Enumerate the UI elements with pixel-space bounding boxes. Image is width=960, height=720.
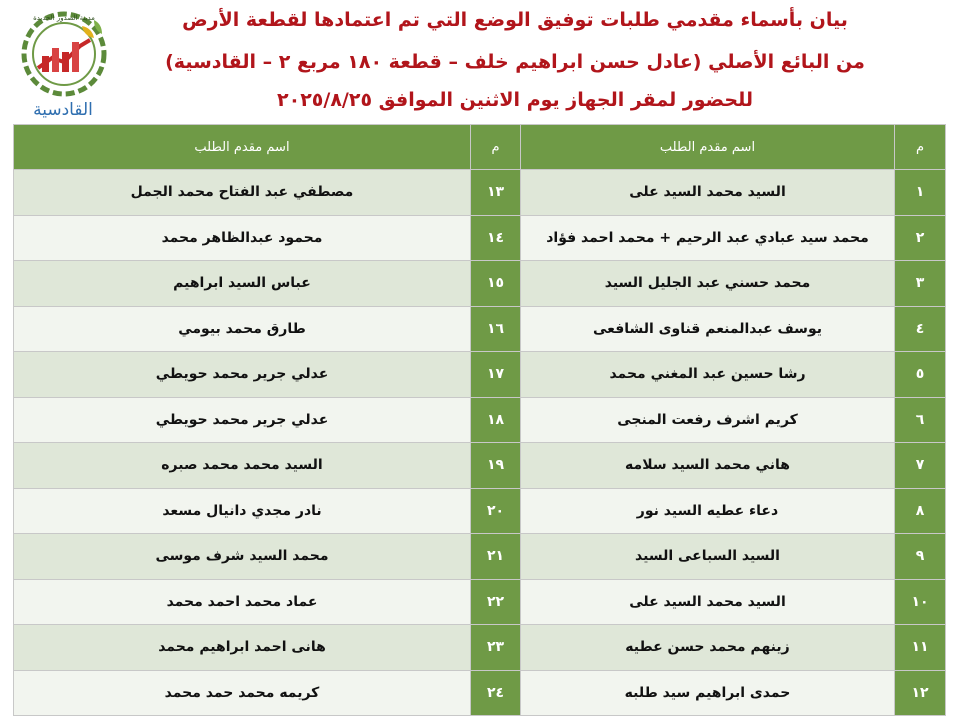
title-line-2: من البائع الأصلي (عادل حسن ابراهيم خلف – قطعة ١٨٠ مربع ٢ – القادسية) [165, 51, 865, 73]
row-number-left: ٢٣ [471, 625, 521, 671]
row-number-right: ١٢ [895, 670, 946, 716]
applicant-name-left: مصطفي عبد الفتاح محمد الجمل [14, 170, 471, 216]
table-row [14, 443, 946, 489]
table-row [14, 352, 946, 398]
header-num-left: م [471, 125, 521, 170]
row-number-left: ١٣ [471, 170, 521, 216]
table-row [14, 488, 946, 534]
row-number-right: ٩ [895, 534, 946, 580]
row-number-right: ١ [895, 170, 946, 216]
row-number-left: ٢١ [471, 534, 521, 580]
row-number-right: ١١ [895, 625, 946, 671]
row-number-right: ٣ [895, 261, 946, 307]
header-name-left: اسم مقدم الطلب [14, 125, 471, 170]
table-header-row [14, 125, 946, 170]
row-number-left: ١٧ [471, 352, 521, 398]
applicant-name-right: السيد السباعى السيد [521, 534, 895, 580]
applicant-name-left: محمود عبدالظاهر محمد [14, 215, 471, 261]
row-number-left: ١٥ [471, 261, 521, 307]
applicant-name-right: هاني محمد السيد سلامه [521, 443, 895, 489]
applicant-name-right: السيد محمد السيد على [521, 170, 895, 216]
row-number-left: ٢٠ [471, 488, 521, 534]
applicant-name-right: السيد محمد السيد على [521, 579, 895, 625]
row-number-right: ٦ [895, 397, 946, 443]
applicant-name-right: زينهم محمد حسن عطيه [521, 625, 895, 671]
applicant-name-right: دعاء عطيه السيد نور [521, 488, 895, 534]
row-number-right: ٧ [895, 443, 946, 489]
applicant-name-left: عدلي جرير محمد حويطي [14, 352, 471, 398]
table-row [14, 215, 946, 261]
applicant-name-left: عباس السيد ابراهيم [14, 261, 471, 307]
applicant-name-left: عدلي جرير محمد حويطي [14, 397, 471, 443]
row-number-left: ١٨ [471, 397, 521, 443]
row-number-right: ٥ [895, 352, 946, 398]
row-number-right: ١٠ [895, 579, 946, 625]
title-line-3: للحضور لمقر الجهاز يوم الاثنين الموافق ٢٠٢٥/٨/٢٥ [277, 89, 753, 111]
row-number-right: ٨ [895, 488, 946, 534]
header-num-right: م [895, 125, 946, 170]
table-row [14, 534, 946, 580]
applicant-name-right: حمدى ابراهيم سيد طلبه [521, 670, 895, 716]
table-row [14, 306, 946, 352]
table-row [14, 579, 946, 625]
applicant-name-left: السيد محمد محمد صبره [14, 443, 471, 489]
applicant-name-left: محمد السيد شرف موسى [14, 534, 471, 580]
table-row [14, 625, 946, 671]
header-name-right: اسم مقدم الطلب [521, 125, 895, 170]
logo-caption: القادسية [33, 100, 93, 120]
row-number-left: ٢٤ [471, 670, 521, 716]
table-row [14, 261, 946, 307]
logo [8, 4, 118, 120]
logo-arc-text: مدينة الصدور الجديدة [33, 14, 95, 22]
applicant-name-left: هانى احمد ابراهيم محمد [14, 625, 471, 671]
applicant-name-right: كريم اشرف رفعت المنجى [521, 397, 895, 443]
table-row [14, 670, 946, 716]
applicant-name-left: طارق محمد بيومي [14, 306, 471, 352]
table-row [14, 397, 946, 443]
applicant-name-left: كريمه محمد حمد محمد [14, 670, 471, 716]
applicant-name-right: محمد سيد عبادي عبد الرحيم + محمد احمد فؤاد [521, 215, 895, 261]
applicants-table [13, 124, 946, 716]
applicant-name-left: نادر مجدي دانيال مسعد [14, 488, 471, 534]
row-number-right: ٤ [895, 306, 946, 352]
city-emblem-icon [16, 6, 112, 98]
row-number-right: ٢ [895, 215, 946, 261]
row-number-left: ١٦ [471, 306, 521, 352]
table-row [14, 170, 946, 216]
row-number-left: ١٤ [471, 215, 521, 261]
applicant-name-right: يوسف عبدالمنعم قناوى الشافعى [521, 306, 895, 352]
applicant-name-right: محمد حسني عبد الجليل السيد [521, 261, 895, 307]
row-number-left: ٢٢ [471, 579, 521, 625]
applicant-name-right: رشا حسين عبد المغني محمد [521, 352, 895, 398]
title-line-1: بيان بأسماء مقدمي طلبات توفيق الوضع التي تم اعتمادها لقطعة الأرض [182, 9, 848, 31]
applicant-name-left: عماد محمد احمد محمد [14, 579, 471, 625]
row-number-left: ١٩ [471, 443, 521, 489]
